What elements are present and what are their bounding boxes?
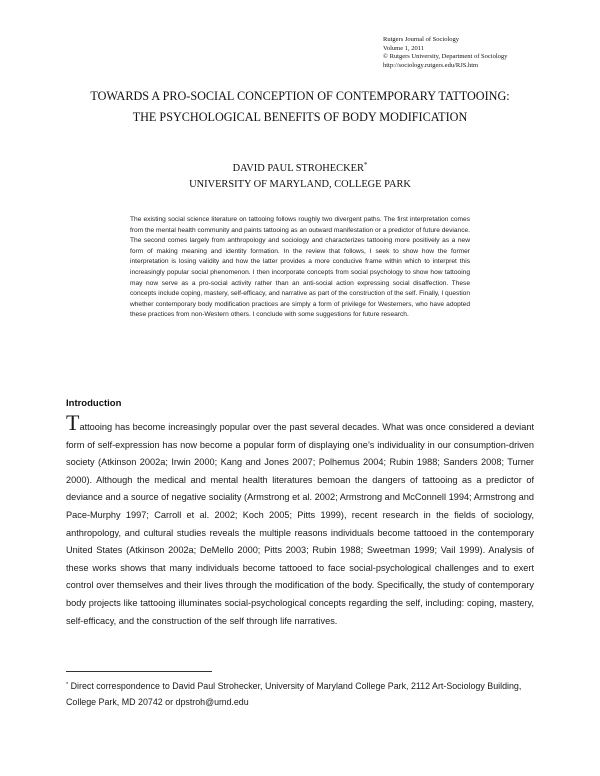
author-affiliation: UNIVERSITY OF MARYLAND, COLLEGE PARK — [189, 179, 411, 190]
introduction-text: attooing has become increasingly popular over the past several decades. What was once considered a deviant form of self-expression has now become a popular form of displaying one’s individuality in our consumption-driven society (Atkinson 2002a; Irwin 2000; Kang and Jones 2007; Polhemus 2004; Rubin 1988; Sanders 2008; Turner 2000). Although the medical and mental health literatures bemoan the dangers of tattooing as a predictor of deviance and a source of negative sociality (Armstrong et al. 2002; Armstrong and McConnell 1994; Armstrong and Pace-Murphy 1997; Carroll et al. 2002; Koch 2005; Pitts 1999), recent research in the fields of sociology, anthropology, and cultural studies reveals the multiple reasons individuals become tattooed in the contemporary United States (Atkinson 2002a; DeMello 2000; Pitts 2003; Rubin 1988; Sweetman 1999; Vail 1999). Analysis of these works shows that many individuals become tattooed to face social-psychological challenges and to exert control over themselves and their lives through the modification of the body. Specifically, the study of contemporary body projects like tattooing illuminates social-psychological concepts regarding the self, including: coping, mastery, self-efficacy, and the construction of the self through life narratives. — [66, 422, 534, 626]
paper-title: TOWARDS A PRO-SOCIAL CONCEPTION OF CONTEMPORARY TATTOOING: THE PSYCHOLOGICAL BENEFITS OF BODY MODIFICATION — [90, 89, 510, 124]
journal-copyright: © Rutgers University, Department of Sociology — [383, 53, 508, 60]
footnote-text: Direct correspondence to David Paul Strohecker, University of Maryland College Park, 2112 Art-Sociology Building, College Park, MD 20742 or dpstroh@umd.edu — [66, 681, 522, 707]
journal-url: http://sociology.rutgers.edu/RJS.htm — [383, 61, 479, 69]
footnote-mark: * — [66, 682, 69, 688]
introduction-heading: Introduction — [66, 398, 122, 409]
footnote-divider — [66, 671, 212, 672]
author-name: DAVID PAUL STROHECKER — [232, 163, 364, 174]
introduction-paragraph — [66, 410, 534, 630]
journal-name: Rutgers Journal of Sociology — [383, 36, 460, 43]
footnote — [66, 678, 534, 710]
journal-info — [383, 36, 583, 70]
author-block — [150, 161, 450, 193]
abstract: The existing social science literature on tattooing follows roughly two divergent paths. The first interpretation comes from the mental health community and paints tattooing as an outward manifestation or a predictor of future deviance. The second comes largely from anthropology and sociology and characterizes tattooing more positively as a new form of making meaning and identity formation. In the review that follows, I seek to show how the former interpretation is losing validity and how the latter provides a more conducive frame within which to interpret this increasingly popular social phenomenon. I then incorporate concepts from social psychology to show how tattooing may now serve as a pro-social activity rather than an anti-social action expressing social disaffection. These concepts include coping, mastery, self-efficacy, and narrative as part of the construction of the self. Finally, I question whether contemporary body modification practices are simply a form of privilege for Westerners, who have adopted these practices from non-Western others. I conclude with some suggestions for future research. — [130, 216, 470, 319]
dropcap-letter: T — [66, 410, 80, 435]
author-line — [150, 161, 450, 177]
author-footnote-mark[interactable]: * — [363, 161, 368, 169]
journal-volume: Volume 1, 2011 — [383, 44, 424, 52]
